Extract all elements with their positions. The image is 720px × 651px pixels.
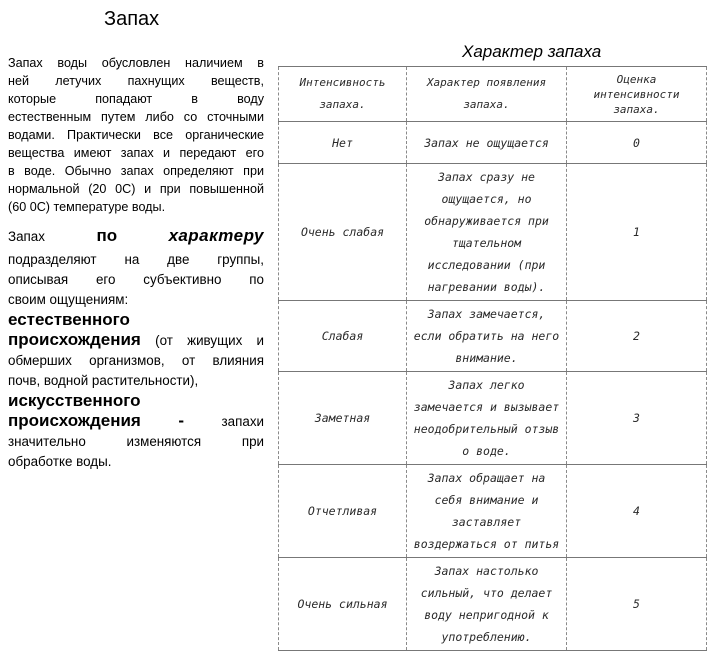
intro-paragraph bbox=[8, 54, 264, 216]
smell-intensity-table bbox=[278, 66, 707, 651]
text-line: которые попадают в воду bbox=[8, 92, 264, 106]
cell-appearance: Запах настолько сильный, что делает воду непригодной к употреблению. bbox=[407, 558, 567, 651]
header-intensity: Интенсивность запаха. bbox=[279, 67, 407, 122]
table-row bbox=[279, 301, 707, 372]
text-line: обработке воды. bbox=[8, 454, 112, 469]
text-line: (60 0С) температуре воды. bbox=[8, 200, 166, 214]
text-line: обмерших организмов, от влияния bbox=[8, 353, 264, 368]
table-header-row bbox=[279, 67, 707, 122]
cell-score: 5 bbox=[567, 558, 707, 651]
cell-intensity: Очень сильная bbox=[279, 558, 407, 651]
table-row bbox=[279, 558, 707, 651]
cell-score: 2 bbox=[567, 301, 707, 372]
text-line: ней летучих пахнущих веществ, bbox=[8, 74, 264, 88]
cell-intensity: Слабая bbox=[279, 301, 407, 372]
natural-origin-label-2: происхождения bbox=[8, 330, 141, 349]
header-score: Оценка интенсивности запаха. bbox=[567, 67, 707, 122]
text-line: водами. Практически все органические bbox=[8, 128, 264, 142]
artificial-origin-label-2: происхождения bbox=[8, 411, 141, 430]
text-line: вещества имеют запах и передают его bbox=[8, 146, 264, 160]
classification-paragraph bbox=[8, 226, 264, 472]
artificial-origin-text: запахи bbox=[221, 414, 264, 429]
cell-appearance: Запах легко замечается и вызывает неодобрительный отзыв о воде. bbox=[407, 372, 567, 465]
text-line: естественным путем либо со сточными bbox=[8, 110, 264, 124]
classification-lead bbox=[8, 226, 264, 250]
text-line: Запах воды обусловлен наличием в bbox=[8, 56, 264, 70]
cell-score: 3 bbox=[567, 372, 707, 465]
table-heading: Характер запаха bbox=[462, 42, 602, 61]
page-title: Запах bbox=[104, 8, 160, 30]
cell-intensity: Отчетливая bbox=[279, 465, 407, 558]
cell-score: 4 bbox=[567, 465, 707, 558]
text-line: нормальной (20 0С) и при повышенной bbox=[8, 182, 264, 196]
cell-appearance: Запах не ощущается bbox=[407, 122, 567, 164]
table-row bbox=[279, 164, 707, 301]
cell-score: 1 bbox=[567, 164, 707, 301]
text-line: почв, водной растительности), bbox=[8, 373, 199, 388]
text-line bbox=[8, 330, 264, 351]
cell-appearance: Запах замечается, если обратить на него внимание. bbox=[407, 301, 567, 372]
cell-appearance: Запах обращает на себя внимание и заставляет воздержаться от питья bbox=[407, 465, 567, 558]
table-row bbox=[279, 372, 707, 465]
cell-score: 0 bbox=[567, 122, 707, 164]
text-line: значительно изменяются при bbox=[8, 434, 264, 449]
table-row bbox=[279, 465, 707, 558]
dash: - bbox=[140, 411, 222, 430]
table-row bbox=[279, 122, 707, 164]
cell-intensity: Нет bbox=[279, 122, 407, 164]
natural-origin-text: (от живущих и bbox=[140, 333, 264, 348]
natural-origin-label: естественного bbox=[8, 310, 130, 329]
text-line: в воде. Обычно запах определяют при bbox=[8, 164, 264, 178]
header-appearance: Характер появления запаха. bbox=[407, 67, 567, 122]
cell-intensity: Очень слабая bbox=[279, 164, 407, 301]
word-smell: Запах bbox=[8, 229, 45, 244]
text-line: описывая его субъективно по bbox=[8, 272, 264, 287]
artificial-origin-label: искусственного bbox=[8, 391, 141, 410]
cell-intensity: Заметная bbox=[279, 372, 407, 465]
word-by: по bbox=[96, 226, 118, 245]
cell-appearance: Запах сразу не ощущается, но обнаруживается при тщательном исследовании (при нагревании воды). bbox=[407, 164, 567, 301]
text-line: своим ощущениям: bbox=[8, 292, 129, 307]
text-line bbox=[8, 411, 264, 432]
word-character: характеру bbox=[168, 226, 264, 245]
text-line: подразделяют на две группы, bbox=[8, 252, 264, 267]
